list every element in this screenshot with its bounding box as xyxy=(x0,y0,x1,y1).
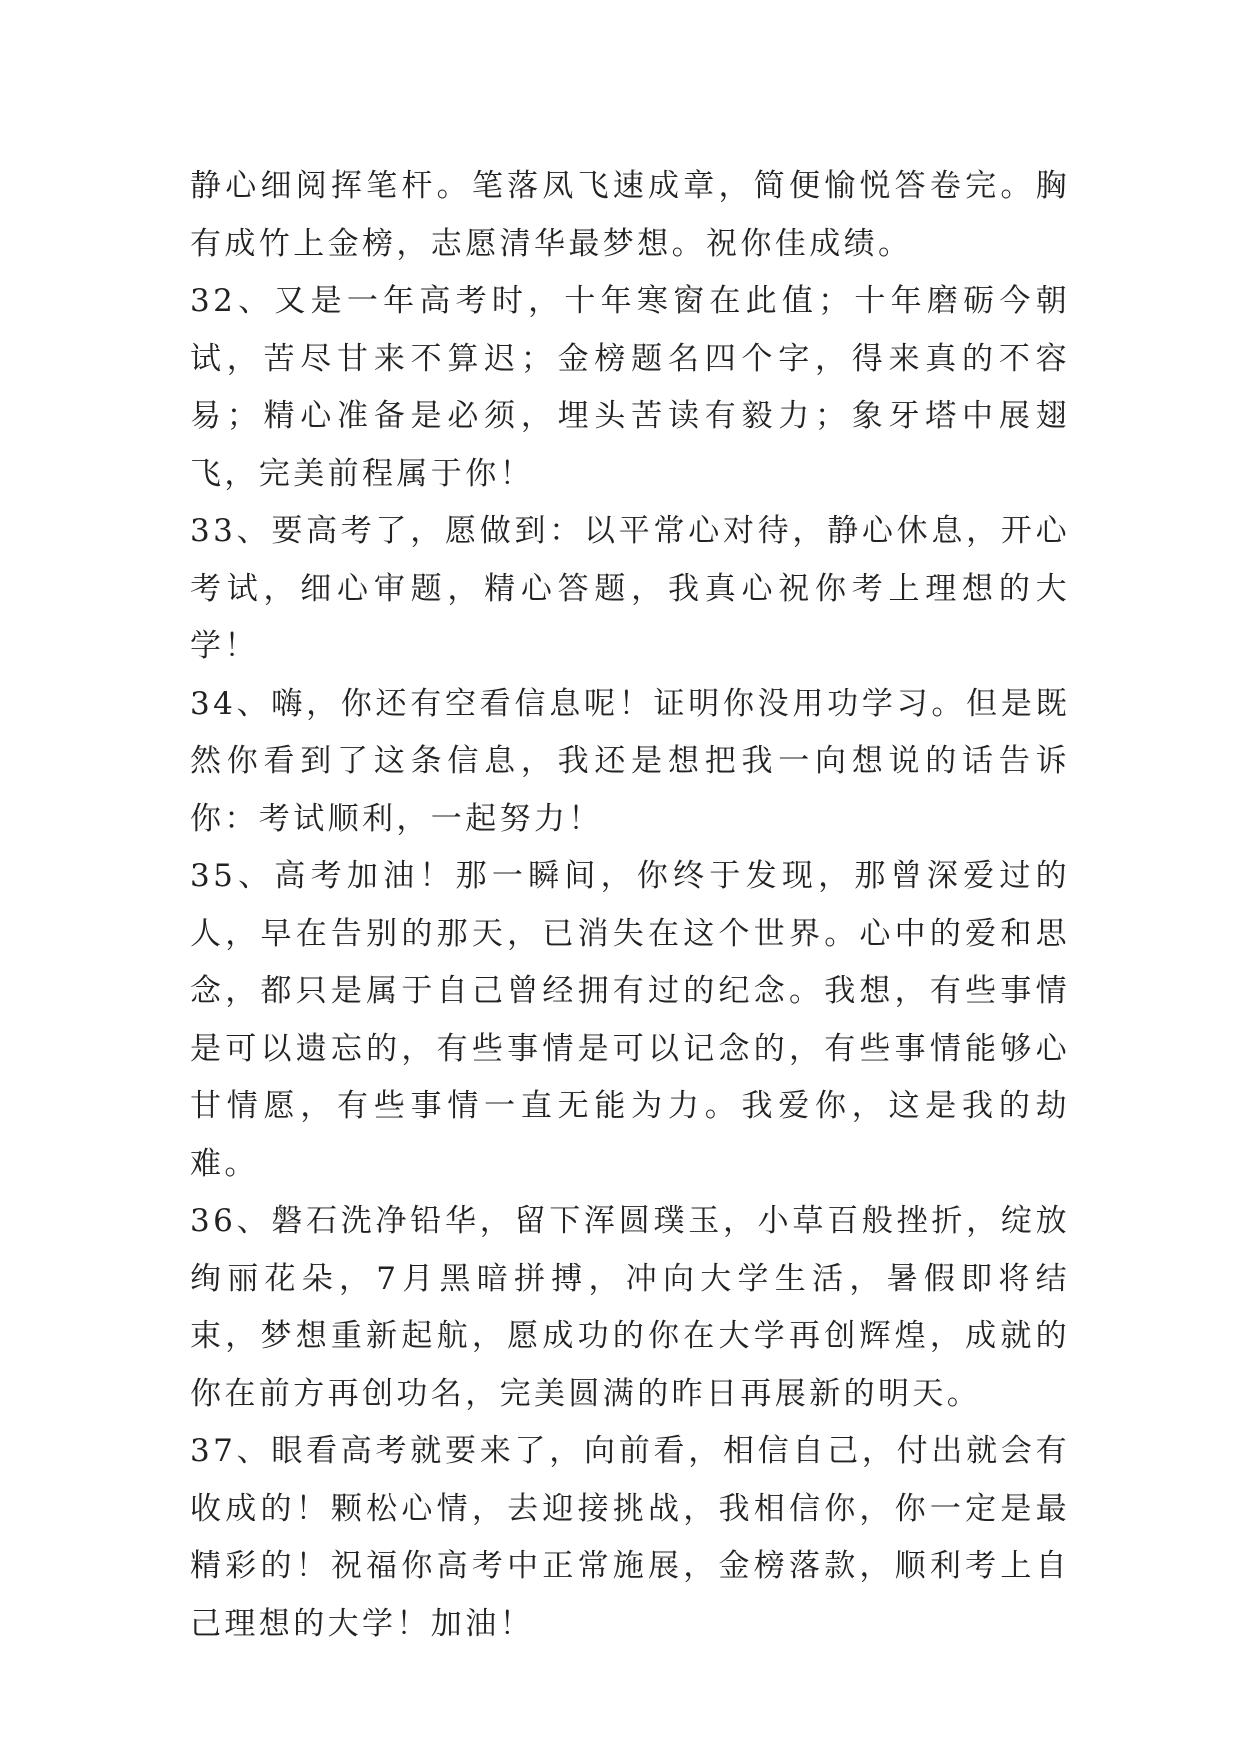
paragraph-item-35: 35、高考加油！那一瞬间，你终于发现，那曾深爱过的人，早在告别的那天，已消失在这个世界。心中的爱和思念，都只是属于自己曾经拥有过的纪念。我想，有些事情是可以遗忘的，有些事情是可以记念的，有些事情能够心甘情愿，有些事情一直无能为力。我爱你，这是我的劫难。 xyxy=(190,858,1070,1182)
paragraph-item-32: 32、又是一年高考时，十年寒窗在此值；十年磨砺今朝试，苦尽甘来不算迟；金榜题名四个字，得来真的不容易；精心准备是必须，埋头苦读有毅力；象牙塔中展翅飞，完美前程属于你！ xyxy=(190,283,1070,492)
paragraph-item-34: 34、嗨，你还有空看信息呢！证明你没用功学习。但是既然你看到了这条信息，我还是想把我一向想说的话告诉你：考试顺利，一起努力！ xyxy=(190,685,1070,837)
paragraph-item-36: 36、磐石洗净铅华，留下浑圆璞玉，小草百般挫折，绽放绚丽花朵，7月黑暗拼搏，冲向大学生活，暑假即将结束，梦想重新起航，愿成功的你在大学再创辉煌，成就的你在前方再创功名，完美圆满的昨日再展新的明天。 xyxy=(190,1203,1070,1412)
paragraph-item-37: 37、眼看高考就要来了，向前看，相信自己，付出就会有收成的！颗松心情，去迎接挑战，我相信你，你一定是最精彩的！祝福你高考中正常施展，金榜落款，顺利考上自己理想的大学！加油！ xyxy=(190,1433,1070,1642)
paragraph-continuation: 静心细阅挥笔杆。笔落凤飞速成章，简便愉悦答卷完。胸有成竹上金榜，志愿清华最梦想。祝你佳成绩。 xyxy=(190,168,1070,262)
document-page xyxy=(190,158,1070,1653)
paragraph-item-33: 33、要高考了，愿做到：以平常心对待，静心休息，开心考试，细心审题，精心答题，我真心祝你考上理想的大学！ xyxy=(190,513,1070,664)
